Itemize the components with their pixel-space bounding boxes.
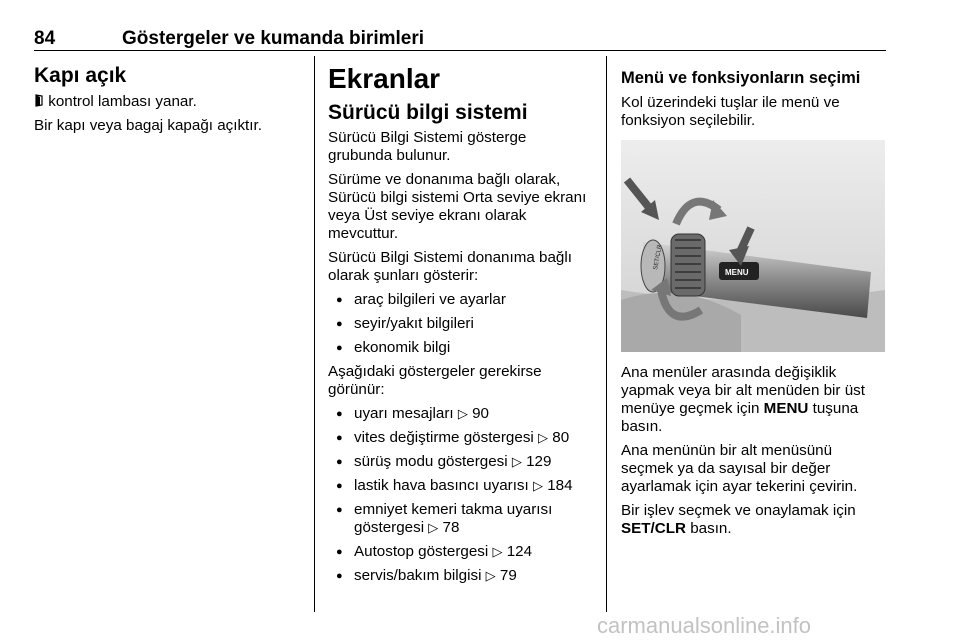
indicator-list [328, 405, 590, 585]
adjuster-wheel [671, 234, 705, 296]
list-item-text: lastik hava basıncı uyarısı [354, 477, 533, 494]
door-open-paragraph: Bir kapı veya bagaj kapağı açıktır. [34, 117, 262, 134]
page-ref[interactable]: 124 [506, 543, 533, 560]
page-ref[interactable]: 78 [442, 519, 460, 536]
section-title-door-open: Kapı açık [34, 64, 127, 87]
door-open-icon [34, 94, 44, 107]
section-title-displays: Ekranlar [328, 63, 441, 94]
page-ref-arrow-icon: ▷ [457, 406, 468, 421]
info-list [328, 291, 590, 357]
list-item-text: Autostop göstergesi [354, 543, 493, 560]
paragraph: Sürücü Bilgi Sistemi gösterge grubunda bulunur. [328, 129, 527, 164]
column-displays [328, 64, 590, 591]
page-ref[interactable]: 80 [552, 429, 570, 446]
list-item-text: servis/bakım bilgisi [354, 567, 486, 584]
list-item: ● ekonomik bilgi [328, 339, 590, 357]
list-item-text: sürüş modu göstergesi [354, 453, 512, 470]
text-run: Ana menüler arasında değişiklik yapmak veya bir alt menüden bir üst menüye geçmek için [621, 364, 865, 417]
paragraph [621, 364, 886, 436]
paragraph: Aşağıdaki göstergeler gerekirse görünür: [328, 363, 542, 398]
page-ref[interactable]: 90 [472, 405, 489, 422]
menu-key-label: MENU [763, 400, 809, 417]
page-ref[interactable]: 79 [499, 567, 517, 584]
text-run: basın. [685, 520, 732, 537]
text-run: tuşuna basın. [621, 400, 859, 435]
door-warning-text: kontrol lambası yanar. [44, 93, 197, 110]
chapter-title: Göstergeler ve kumanda birimleri [122, 28, 425, 49]
page-ref[interactable]: 184 [547, 477, 573, 494]
list-item [328, 543, 590, 561]
list-item [328, 453, 590, 471]
page-number: 84 [34, 28, 56, 49]
list-item-text: vites değiştirme göstergesi [354, 429, 539, 446]
page-ref-arrow-icon: ▷ [485, 568, 496, 583]
menu-button-label: MENU [725, 268, 749, 277]
paragraph [621, 502, 886, 538]
page-ref-arrow-icon: ▷ [428, 520, 439, 535]
page-ref[interactable]: 129 [526, 453, 552, 470]
paragraph: Kol üzerindeki tuşlar ile menü ve fonksiyon seçilebilir. [621, 94, 840, 129]
paragraph: Sürücü Bilgi Sistemi donanıma bağlı olarak şunları gösterir: [328, 249, 572, 284]
watermark: carmanualsonline.info [597, 613, 812, 638]
page-header [34, 28, 886, 51]
column-divider [314, 56, 315, 612]
section-title-menu: Menü ve fonksiyonların seçimi [621, 69, 861, 87]
list-item: ● seyir/yakıt bilgileri [328, 315, 590, 333]
stalk-control-illustration [621, 140, 885, 352]
text-run: Bir işlev seçmek ve onaylamak için [621, 502, 856, 519]
page-ref-arrow-icon: ▷ [492, 544, 503, 559]
list-item-text: uyarı mesajları [354, 405, 458, 422]
page-ref-arrow-icon: ▷ [532, 478, 543, 493]
column-menu-selection [621, 64, 886, 544]
page-ref-arrow-icon: ▷ [538, 430, 549, 445]
list-item [328, 477, 590, 495]
list-item: ● araç bilgileri ve ayarlar [328, 291, 590, 309]
list-item-text: emniyet kemeri takma uyarısı göstergesi [354, 501, 553, 536]
list-item [328, 429, 590, 447]
page-ref-arrow-icon: ▷ [511, 454, 522, 469]
column-door-open [34, 64, 306, 141]
set-clr-key-label: SET/CLR [621, 520, 686, 537]
set-clr-button-label: SET/CLR [653, 244, 664, 271]
list-item [328, 501, 590, 537]
list-item [328, 405, 590, 423]
paragraph: Ana menünün bir alt menüsünü seçmek ya da sayısal bir değer ayarlamak için ayar tekerini çevirin. [621, 442, 858, 495]
column-divider [606, 56, 607, 612]
subsection-title-dis: Sürücü bilgi sistemi [328, 101, 528, 124]
list-item [328, 567, 590, 585]
door-warning-line [34, 93, 306, 111]
paragraph: Sürüme ve donanıma bağlı olarak, Sürücü bilgi sistemi Orta seviye ekranı veya Üst seviye ekranı olarak mevcuttur. [328, 171, 587, 242]
